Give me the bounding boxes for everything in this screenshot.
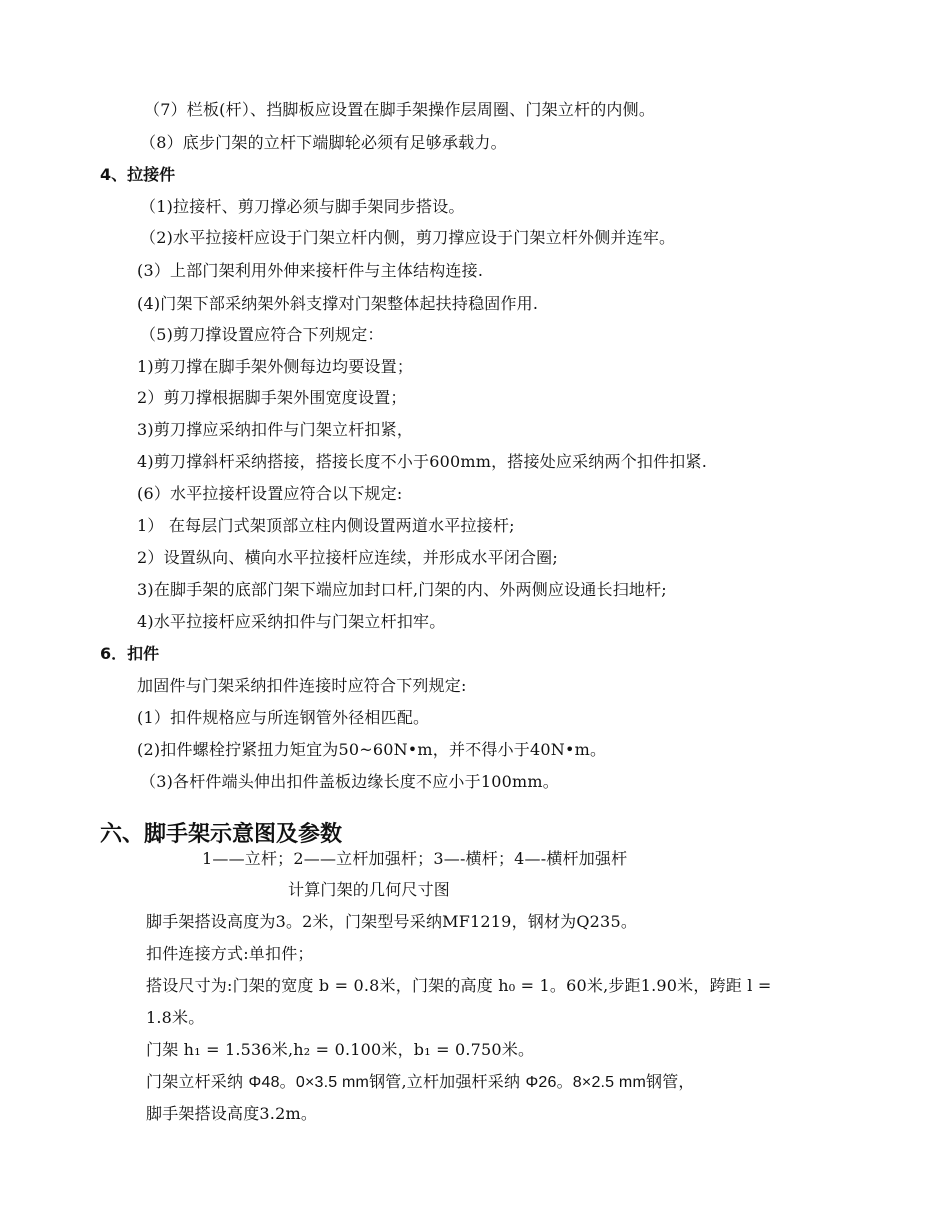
text-line-c2: 2）设置纵向、横向水平拉接杆应连续，并形成水平闭合圈;: [137, 548, 558, 567]
text-line-a5: （5)剪刀撑设置应符合下列规定：: [140, 325, 384, 344]
text-line-b4: 4)剪刀撑斜杆采纳搭接，搭接长度不小于600mm，搭接处应采纳两个扣件扣紧.: [137, 452, 707, 471]
param-line-6-part-c: 钢管,立杆加强杆采纳: [369, 1072, 526, 1091]
text-line-a1: （1)拉接杆、剪刀撑必须与脚手架同步搭设。: [140, 197, 465, 216]
figure-caption: 计算门架的几何尺寸图: [288, 880, 451, 899]
text-line-d3: （3)各杆件端头伸出扣件盖板边缘长度不应小于100mm。: [140, 772, 559, 791]
steel-pipe-spec-2: Φ26。8×2.5 mm: [525, 1074, 646, 1091]
text-line-7: （7）栏板(杆）、挡脚板应设置在脚手架操作层周圈、门架立杆的内侧。: [144, 100, 656, 119]
param-line-7: 脚手架搭设高度3.2m。: [146, 1104, 318, 1123]
param-line-2: 扣件连接方式:单扣件；: [146, 944, 314, 963]
param-line-6-part-a: 门架立杆采纳: [146, 1072, 249, 1091]
text-line-c3: 3)在脚手架的底部门架下端应加封口杆,门架的内、外两侧应设通长扫地杆;: [137, 580, 667, 599]
text-line-b1: 1)剪刀撑在脚手架外侧每边均要设置；: [137, 357, 414, 376]
text-line-d1: (1）扣件规格应与所连钢管外径相匹配。: [137, 708, 430, 727]
figure-legend: 1——立杆；2——立杆加强杆；3—-横杆；4—-横杆加强杆: [202, 849, 628, 868]
text-line-a4: (4)门架下部采纳架外斜支撑对门架整体起扶持稳固作用.: [137, 294, 539, 313]
param-line-5: 门架 h₁ = 1.536米,h₂ = 0.100米，b₁ = 0.750米。: [146, 1040, 535, 1059]
text-line-8: （8）底步门架的立杆下端脚轮必须有足够承载力。: [140, 133, 507, 152]
text-line-d2: (2)扣件螺栓拧紧扭力矩宜为50~60N•m，并不得小于40N•m。: [137, 740, 607, 759]
steel-pipe-spec-1: Φ48。0×3.5 mm: [248, 1074, 370, 1091]
section-heading-4: 4、拉接件: [100, 165, 176, 184]
text-line-a6: (6）水平拉接杆设置应符合以下规定:: [137, 484, 403, 503]
text-line-d0: 加固件与门架采纳扣件连接时应符合下列规定:: [137, 676, 467, 695]
param-line-6-part-e: 钢管，: [646, 1072, 695, 1091]
text-line-a3: (3）上部门架利用外伸来接杆件与主体结构连接.: [137, 261, 484, 280]
param-line-3: 搭设尺寸为:门架的宽度 b = 0.8米，门架的高度 h₀ = 1。60米,步距1.90米，跨距 l =: [146, 976, 772, 995]
text-line-a2: （2)水平拉接杆应设于门架立杆内侧，剪刀撑应设于门架立杆外侧并连牢。: [140, 228, 676, 247]
text-line-b2: 2）剪刀撑根据脚手架外围宽度设置；: [137, 388, 407, 407]
text-line-b3: 3)剪刀撑应采纳扣件与门架立杆扣紧，: [137, 420, 414, 439]
param-line-6: [146, 1072, 695, 1093]
text-line-c1: 1） 在每层门式架顶部立柱内侧设置两道水平拉接杆;: [137, 516, 515, 535]
param-line-4: 1.8米。: [146, 1008, 205, 1027]
section-heading-6: 6．扣件: [100, 644, 160, 663]
text-line-c4: 4)水平拉接杆应采纳扣件与门架立杆扣牢。: [137, 612, 446, 631]
param-line-1: 脚手架搭设高度为3。2米，门架型号采纳MF1219，钢材为Q235。: [146, 912, 638, 931]
section-title: 六、脚手架示意图及参数: [100, 822, 343, 847]
